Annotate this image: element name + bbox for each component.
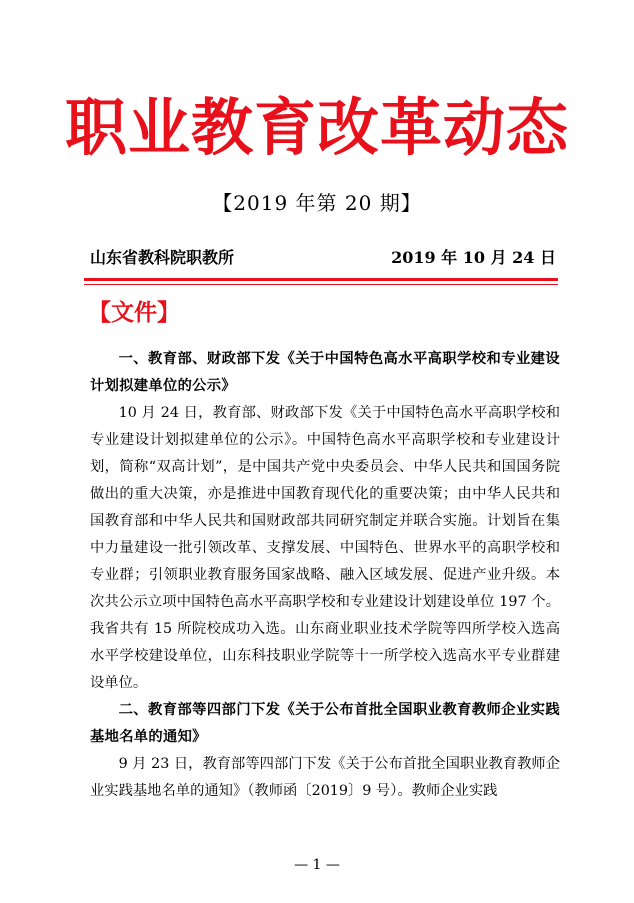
page-number: — 1 — xyxy=(294,857,340,873)
header-rule-thick xyxy=(84,278,558,281)
article-heading: 一、教育部、财政部下发《关于中国特色高水平高职学校和专业建设计划拟建单位的公示》 xyxy=(90,351,560,394)
article-heading: 二、教育部等四部门下发《关于公布首批全国职业教育教师企业实践基地名单的通知》 xyxy=(90,702,560,745)
issue-number: 【2019 年第 20 期】 xyxy=(212,191,422,215)
article-body: 10 月 24 日，教育部、财政部下发《关于中国特色高水平高职学校和专业建设计划拟建单位的公示》。中国特色高水平高职学校和专业建设计划，简称“双高计划”，是中国共产党中央委员会、中华人民共和国国务院做出的重大决策，亦是推进中国教育现代化的重要决策；由中华人民共和国教育部和中华人民共和国财政部共同研究制定并联合实施。计划旨在集中力量建设一批引领改革、支撑发展、中国特色、世界水平的高职学校和专业群；引领职业教育服务国家战略、融入区域发展、促进产业升级。本次共公示立项中国特色高水平高职学校和专业建设计划建设单位 197 个。我省共有 15 所院校成功入选。山东商业职业技术学院等四所学校入选高水平学校建设单位，山东科技职业学院等十一所学校入选高水平专业群建设单位。 xyxy=(90,405,560,691)
article-body: 9 月 23 日，教育部等四部门下发《关于公布首批全国职业教育教师企业实践基地名单的通知》（教师函〔2019〕9 号）。教师企业实践 xyxy=(90,756,560,799)
article-content xyxy=(90,346,560,805)
publisher-org: 山东省教科院职教所 xyxy=(90,248,235,267)
section-label: 【文件】 xyxy=(88,300,180,326)
header-rule-thin xyxy=(84,284,558,285)
masthead-title: 职业教育改革动态 xyxy=(64,91,569,164)
publish-date: 2019 年 10 月 24 日 xyxy=(391,248,556,267)
